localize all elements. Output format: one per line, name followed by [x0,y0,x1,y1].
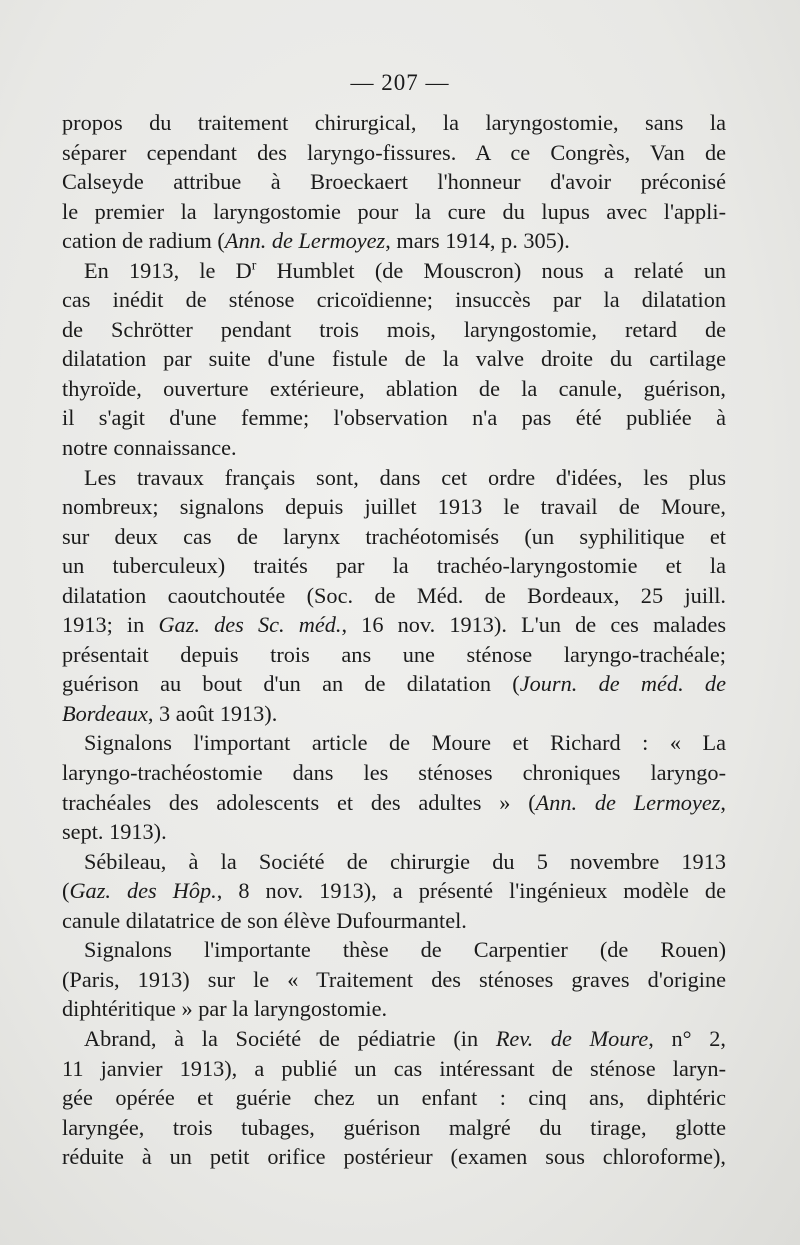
text-segment: diphtéritique » par la laryngostomie. [62,996,388,1022]
text-segment: En 1913, le D [84,257,252,283]
italic-citation: Ann. de Lermoyez [224,228,386,254]
text-line [62,374,726,404]
text-line [62,699,726,729]
text-line [62,728,726,758]
text-segment: , mars 1914, p. 305). [385,228,570,254]
text-line [62,788,726,818]
text-segment: Calseyde attribue à Broeckaert l'honneur d'avoir préconisé [62,169,726,195]
text-segment: Humblet (de Mouscron) nous a relaté un [256,257,726,283]
text-line [62,965,726,995]
text-segment: séparer cependant des laryngo-fissures. A ce Congrès, Van de [62,139,726,165]
text-line [62,640,726,670]
text-line [62,167,726,197]
text-line [62,610,726,640]
text-line [62,522,726,552]
text-line [62,492,726,522]
italic-citation: Ann. de Lermoyez [535,789,721,815]
text-segment: Abrand, à la Société de pédiatrie (in [84,1025,496,1051]
text-line [62,256,726,286]
text-segment: , n° 2, [648,1025,726,1051]
text-segment: laryngée, trois tubages, guérison malgré du tirage, glotte [62,1114,726,1140]
italic-citation: Gaz. des Sc. méd. [158,612,342,638]
text-line [62,876,726,906]
text-segment: 11 janvier 1913), a publié un cas intéressant de sténose laryn- [62,1055,726,1081]
text-segment: canule dilatatrice de son élève Dufourmantel. [62,907,467,933]
text-line [62,403,726,433]
superscript-text: r [251,257,257,273]
italic-citation: Gaz. des Hôp. [69,878,217,904]
text-line [62,463,726,493]
text-line [62,344,726,374]
text-segment: dilatation caoutchoutée (Soc. de Méd. de Bordeaux, 25 juill. [62,582,726,608]
text-segment: , [720,789,726,815]
text-segment: Les travaux français sont, dans cet ordre d'idées, les plus [84,464,726,490]
text-line [62,315,726,345]
text-segment: (Paris, 1913) sur le « Traitement des sténoses graves d'origine [62,966,726,992]
text-segment: sur deux cas de larynx trachéotomisés (un syphilitique et [62,523,726,549]
text-line [62,1054,726,1084]
text-segment: laryngo-trachéostomie dans les sténoses chroniques laryngo- [62,760,726,786]
text-segment: Signalons l'importante thèse de Carpentier (de Rouen) [84,937,726,963]
text-line [62,847,726,877]
body-text [62,108,726,1172]
text-line [62,226,726,256]
text-line [62,1083,726,1113]
text-segment: réduite à un petit orifice postérieur (examen sous chloroforme), [62,1144,726,1170]
text-segment: cas inédit de sténose cricoïdienne; insuccès par la dilatation [62,287,726,313]
text-segment: présentait depuis trois ans une sténose laryngo-trachéale; [62,641,726,667]
text-line [62,1113,726,1143]
text-line [62,581,726,611]
text-segment: , 16 nov. 1913). L'un de ces malades [341,612,727,638]
text-line [62,138,726,168]
text-segment: thyroïde, ouverture extérieure, ablation de la canule, guérison, [62,375,726,401]
text-segment: trachéales des adolescents et des adultes » ( [62,789,536,815]
page-number: — 207 — [350,70,450,95]
text-segment: Sébileau, à la Société de chirurgie du 5 novembre 1913 [84,848,726,874]
text-line [62,994,726,1024]
text-segment: dilatation par suite d'une fistule de la valve droite du cartilage [62,346,726,372]
text-segment: , 3 août 1913). [147,700,278,726]
text-line [62,197,726,227]
text-segment: sept. 1913). [62,819,167,845]
text-segment: , 8 nov. 1913), a présenté l'ingénieux modèle de [216,878,726,904]
text-segment: le premier la laryngostomie pour la cure du lupus avec l'appli- [62,198,726,224]
text-line [62,285,726,315]
text-line [62,817,726,847]
text-line [62,669,726,699]
text-line [62,433,726,463]
text-segment: propos du traitement chirurgical, la laryngostomie, sans la [62,110,726,135]
text-segment: gée opérée et guérie chez un enfant : cinq ans, diphtéric [62,1085,726,1111]
text-line [62,551,726,581]
text-segment: 1913; in [62,612,159,638]
text-line [62,1142,726,1172]
text-segment: ( [62,878,70,904]
text-segment: nombreux; signalons depuis juillet 1913 le travail de Moure, [62,494,726,520]
text-segment: notre connaissance. [62,435,237,461]
text-segment: guérison au bout d'un an de dilatation ( [62,671,520,697]
text-segment: un tuberculeux) traités par la trachéo-laryngostomie et la [62,553,726,579]
text-line [62,108,726,138]
text-segment: de Schrötter pendant trois mois, laryngostomie, retard de [62,316,726,342]
text-line [62,1024,726,1054]
text-segment: cation de radium ( [62,228,225,254]
text-line [62,935,726,965]
text-segment: il s'agit d'une femme; l'observation n'a pas été publiée à [62,405,726,431]
italic-citation: Rev. de Moure [495,1025,649,1051]
italic-citation: Bordeaux [62,700,148,726]
text-line [62,906,726,936]
italic-citation: Journ. de méd. de [519,671,726,697]
text-line [62,758,726,788]
text-segment: Signalons l'important article de Moure et Richard : « La [84,730,726,756]
